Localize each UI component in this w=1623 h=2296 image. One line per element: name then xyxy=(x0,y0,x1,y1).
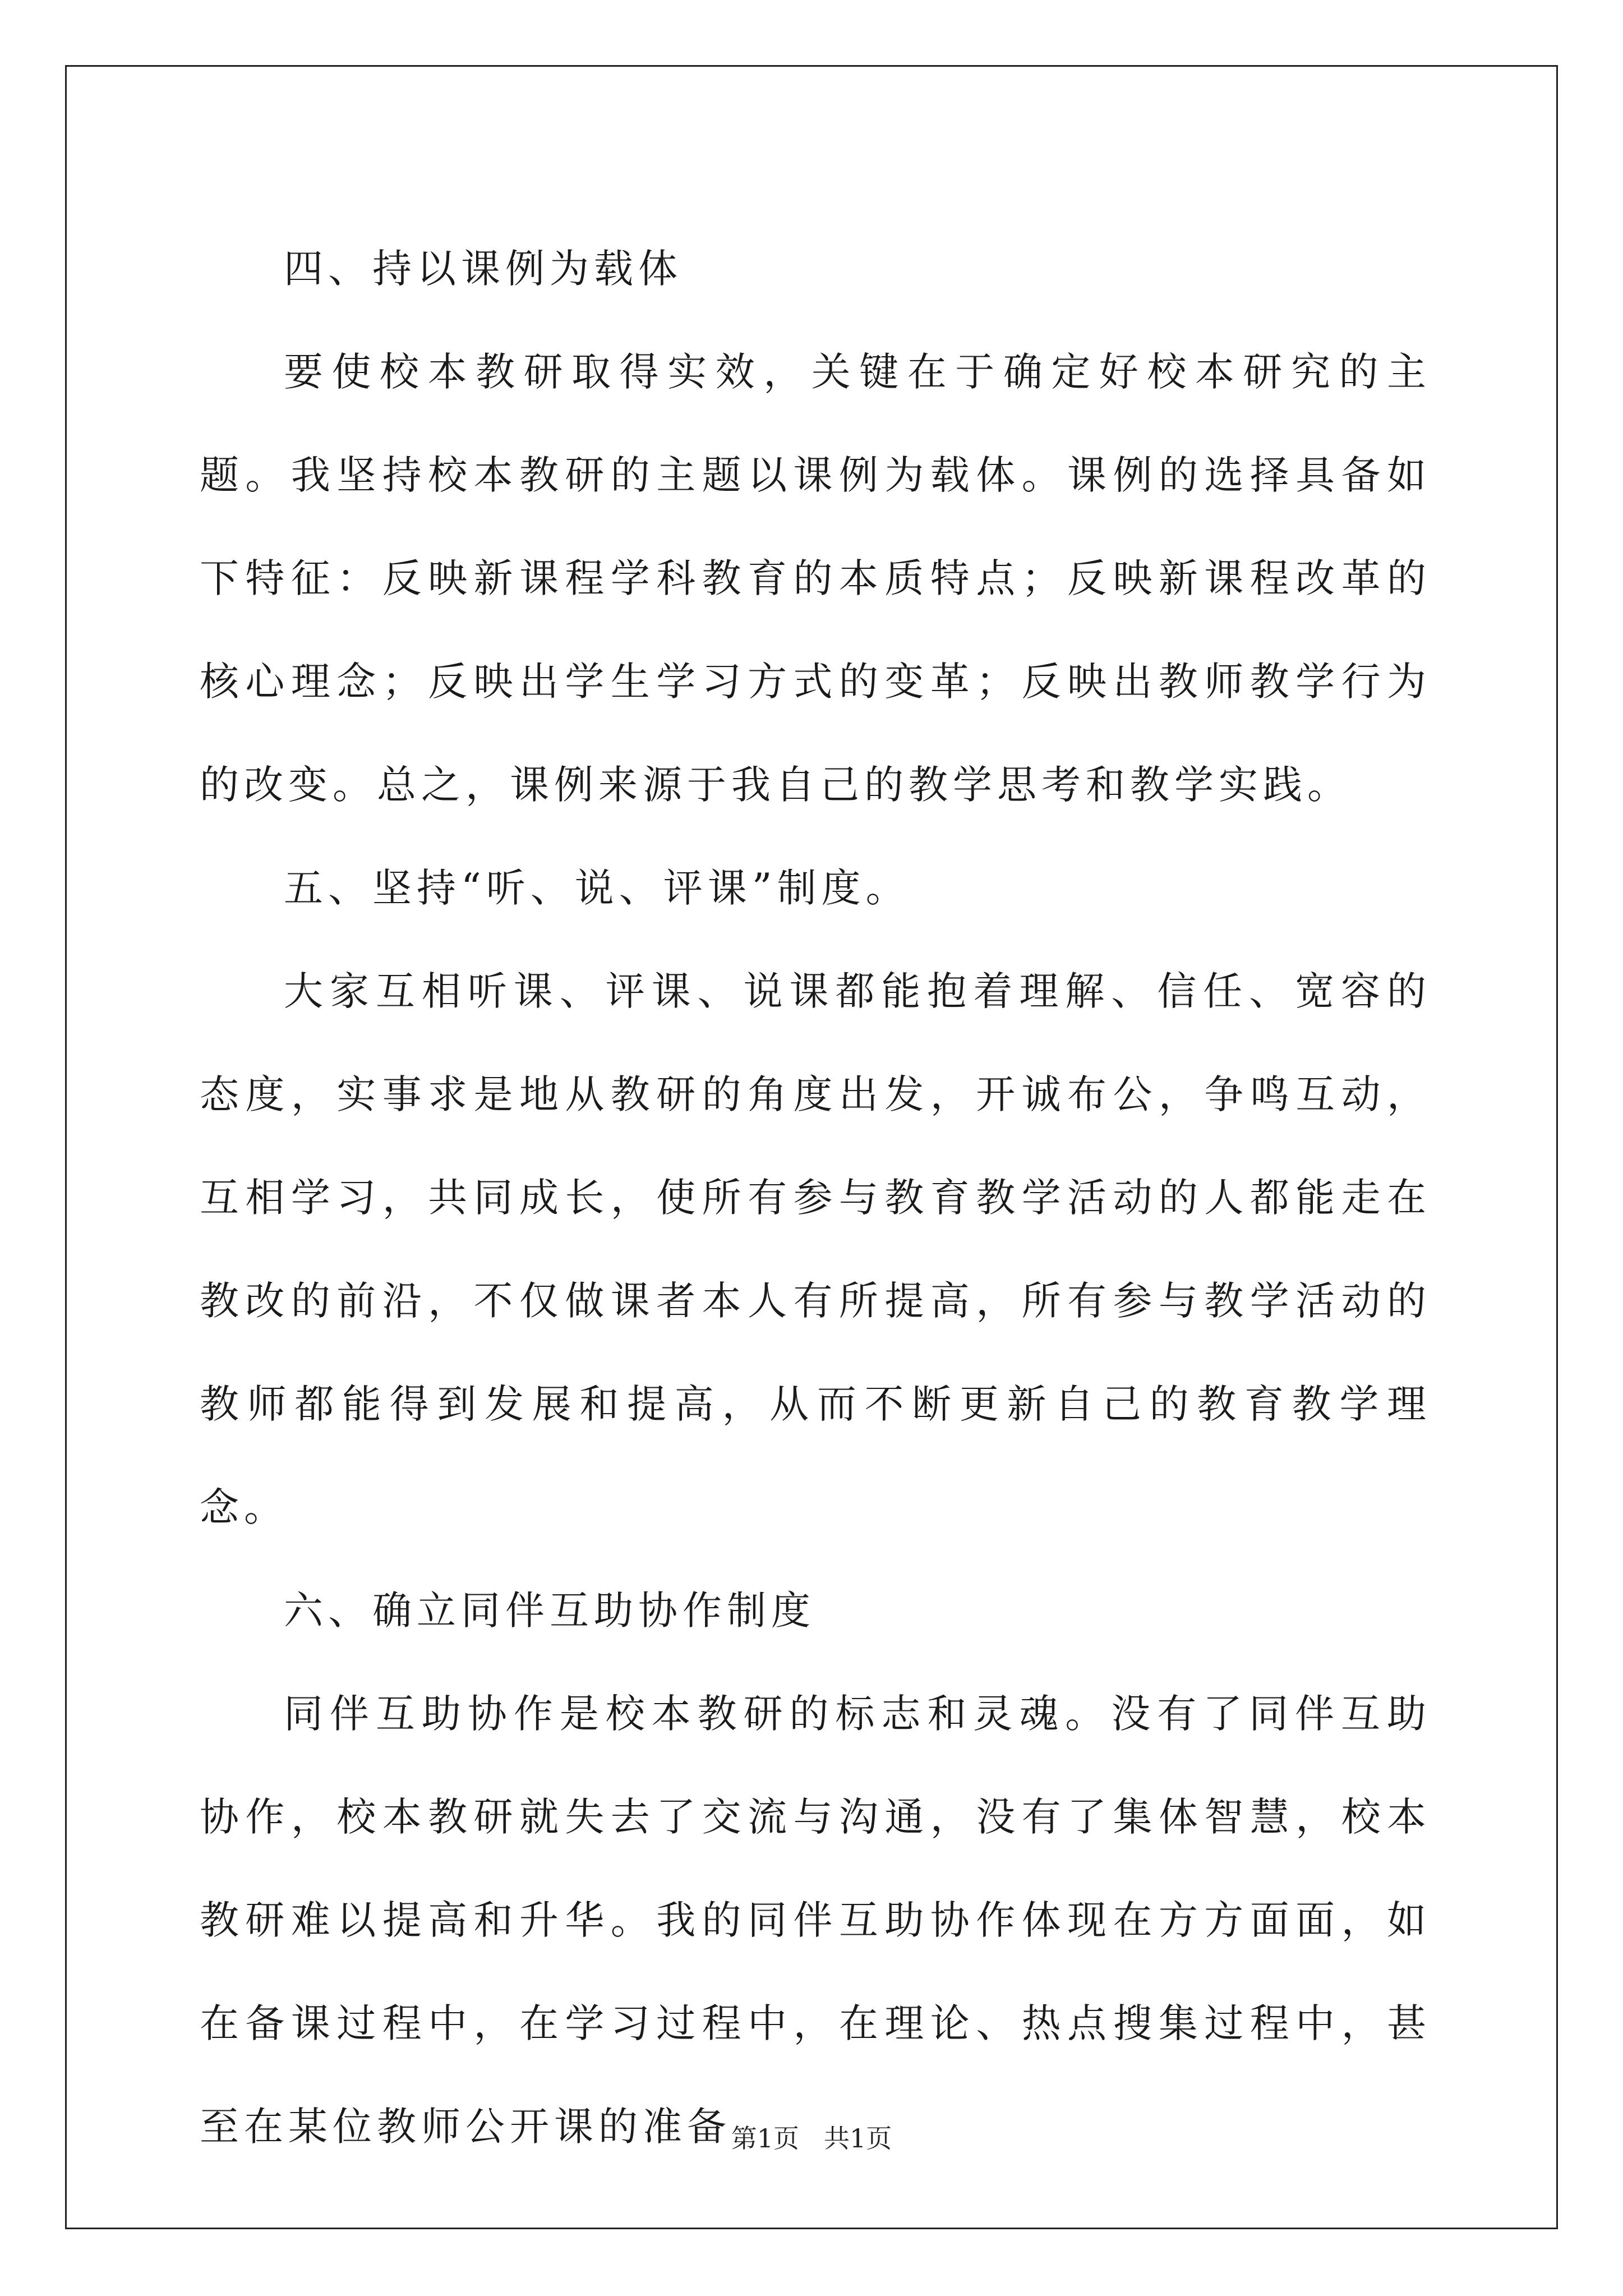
document-body xyxy=(200,217,1431,2178)
body-paragraph: 大家互相听课、评课、说课都能抱着理解、信任、宽容的态度，实事求是地从教研的角度出发，开诚布公，争鸣互动，互相学习，共同成长，使所有参与教育教学活动的人都能走在教改的前沿，不仅做课者本人有所提高，所有参与教学活动的教师都能得到发展和提高，从而不断更新自己的教育教学理念。 xyxy=(200,968,1431,1530)
page-number: 第1页 xyxy=(731,2123,800,2154)
body-paragraph: 要使校本教研取得实效，关键在于确定好校本研究的主题。我坚持校本教研的主题以课例为载体。课例的选择具备如下特征：反映新课程学科教育的本质特点；反映新课程改革的核心理念；反映出学生学习方式的变革；反映出教师教学行为的改变。总之，课例来源于我自己的教学思考和教学实践。 xyxy=(200,349,1431,808)
section-heading-4: 四、持以课例为载体 xyxy=(284,246,683,292)
page-footer xyxy=(0,2122,1623,2155)
page-total: 共1页 xyxy=(823,2123,892,2154)
section-heading-5: 五、坚持“听、说、评课”制度。 xyxy=(284,865,910,911)
body-paragraph: 同伴互助协作是校本教研的标志和灵魂。没有了同伴互助协作，校本教研就失去了交流与沟通，没有了集体智慧，校本教研难以提高和升华。我的同伴互助协作体现在方方面面，如在备课过程中，在学习过程中，在理论、热点搜集过程中，甚至在某位教师公开课的准备 xyxy=(200,1691,1431,2150)
section-heading-6: 六、确立同伴互助协作制度 xyxy=(284,1588,815,1634)
footer-spacer xyxy=(799,2123,824,2154)
